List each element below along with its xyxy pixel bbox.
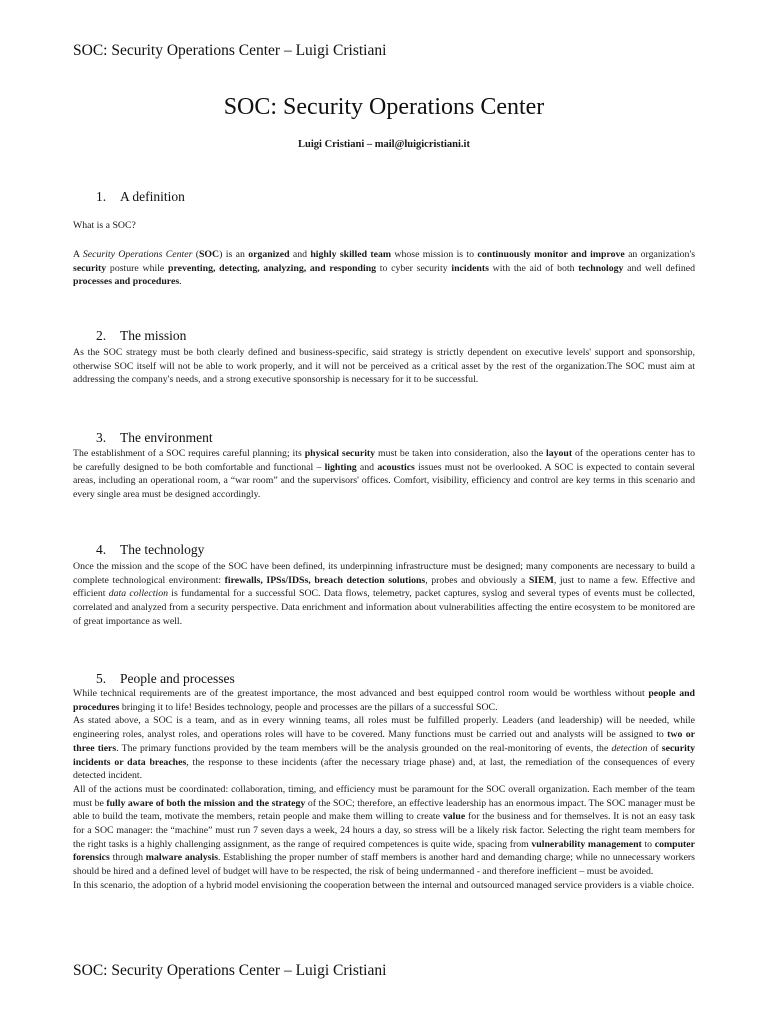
people-paragraph-4: In this scenario, the adoption of a hybrid model envisioning the cooperation between the internal and outsourced managed service providers is a viable choice. [73, 879, 695, 891]
running-footer: SOC: Security Operations Center – Luigi Cristiani [73, 962, 387, 979]
author-line: Luigi Cristiani – mail@luigicristiani.it [298, 139, 470, 150]
mission-paragraph: As the SOC strategy must be both clearly defined and business-specific, said strategy is strictly dependent on executive levels' support and sponsorship, otherwise SOC itself will not be able to work properly, and it will not be perceived as a critical asset by the rest of the organization.The SOC must aim at addressing the company's needs, and a strong executive sponsorship is necessary for it to be successful. [73, 347, 695, 386]
section-heading-1: 1. A definition [96, 189, 185, 204]
document-title: SOC: Security Operations Center [223, 94, 545, 120]
people-paragraph-3: All of the actions must be coordinated: collaboration, timing, and efficiency must be paramount for the SOC overall organization. Each member of the team must be fully aware of both the mission and the strategy of the SOC; therefore, an effective leadership has an enormous impact. The SOC manager must be able to build the team, motivate the members, retain people and make them willing to create value for the business and for themselves. It is not an easy task for a SOC manager: the “machine” must run 7 seven days a week, 24 hours a day, so stress will be a likely risk factor. Selecting the right team members for the right tasks is a highly challenging assignment, as the range of required competences is quite wide, spacing from vulnerability management to computer forensics through malware analysis. Establishing the proper number of staff members is another hard and demanding charge; while no unnecessary workers should be hired and a defined level of budget will have to be respected, the risk of being undermanned - and therefore inefficient – must be avoided. [73, 783, 695, 878]
section-heading-4: 4. The technology [96, 542, 205, 557]
section-heading-5: 5. People and processes [96, 671, 235, 686]
section-heading-2: 2. The mission [96, 328, 187, 343]
people-processes-body [73, 687, 695, 893]
running-header: SOC: Security Operations Center – Luigi Cristiani [73, 42, 387, 59]
environment-paragraph: The establishment of a SOC requires careful planning; its physical security must be taken into consideration, also the layout of the operations center has to be carefully designed to be both comfortable and functional – lighting and acoustics issues must not be overlooked. A SOC is expected to contain several areas, including an operational room, a “war room” and the supervisors' offices. Comfort, visibility, efficiency and control are key terms in this scenario and every single area must be designed accordingly. [73, 448, 696, 501]
people-paragraph-1: While technical requirements are of the greatest importance, the most advanced and best equipped control room would be worthless without people and procedures bringing it to life! Besides technology, people and processes are the pillars of a successful SOC. [73, 688, 695, 713]
people-paragraph-2: As stated above, a SOC is a team, and as in every winning teams, all roles must be fulfilled properly. Leaders (and leadership) will be needed, while engineering roles, analyst roles, and operations roles will have to be covered. Many functions must be carried out and analysts will be assigned to two or three tiers. The primary functions provided by the team members will be the analysis grounded on the real-monitoring of events, the detection of security incidents or data breaches, the response to these incidents (after the necessary triage phase) and, at last, the remediation of the consequences of every detected incident. [73, 715, 695, 782]
definition-paragraph: A Security Operations Center (SOC) is an organized and highly skilled team whose mission is to continuously monitor and improve an organization's security posture while preventing, detecting, analyzing, and responding to cyber security incidents with the aid of both technology and well defined processes and procedures. [73, 249, 696, 288]
definition-question: What is a SOC? [73, 220, 136, 231]
section-heading-3: 3. The environment [96, 430, 213, 445]
technology-paragraph: Once the mission and the scope of the SOC have been defined, its underpinning infrastructure must be designed; many components are necessary to build a complete technological environment: firewalls, IPSs/IDSs, breach detection solutions, probes and obviously a SIEM, just to name a few. Effective and efficient data collection is fundamental for a successful SOC. Data flows, telemetry, packet captures, syslog and several types of events must be collected, correlated and analyzed from a security perspective. Data enrichment and information about vulnerabilities affecting the entire ecosystem to be monitored are of great importance as well. [73, 561, 695, 627]
